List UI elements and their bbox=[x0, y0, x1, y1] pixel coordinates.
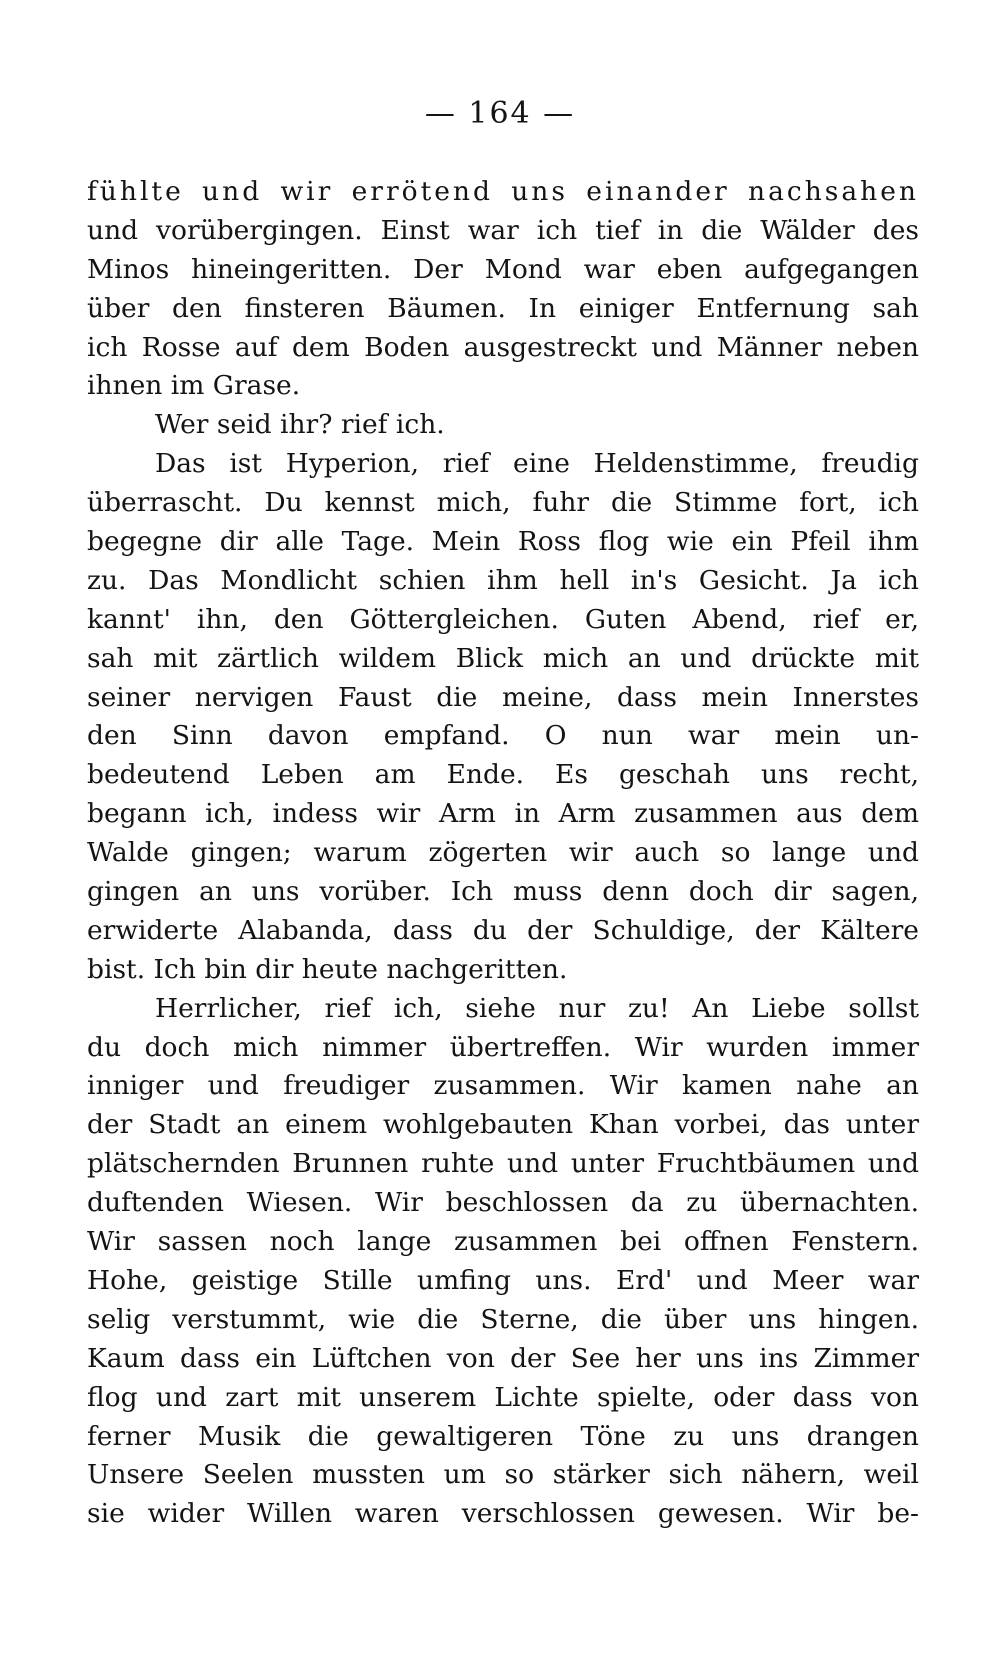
text-line: sah mit zärtlich wildem Blick mich an und drückte mit bbox=[87, 642, 919, 674]
text-line: begegne dir alle Tage. Mein Ross flog wie ein Pfeil ihm bbox=[87, 526, 919, 558]
text-line: Minos hineingeritten. Der Mond war eben aufgegangen bbox=[87, 253, 919, 285]
text-line: Herrlicher, rief ich, siehe nur zu! An Liebe sollst bbox=[155, 992, 919, 1024]
text-line: bedeutend Leben am Ende. Es geschah uns recht, bbox=[87, 759, 919, 791]
text-line: Walde gingen; warum zögerten wir auch so lange und bbox=[87, 837, 919, 869]
text-line: und vorübergingen. Einst war ich tief in die Wälder des bbox=[87, 214, 919, 246]
page-number: — 164 — bbox=[424, 96, 576, 131]
text-line: Hohe, geistige Stille umfing uns. Erd' und Meer war bbox=[87, 1264, 919, 1296]
text-line: seiner nervigen Faust die meine, dass mein Innerstes bbox=[87, 681, 919, 713]
text-line: begann ich, indess wir Arm in Arm zusammen aus dem bbox=[87, 798, 919, 830]
text-line: bist. Ich bin dir heute nachgeritten. bbox=[87, 953, 568, 985]
text-line: selig verstummt, wie die Sterne, die über uns hingen. bbox=[87, 1303, 919, 1335]
text-line: gingen an uns vorüber. Ich muss denn doch dir sagen, bbox=[87, 876, 919, 908]
text-line: den Sinn davon empfand. O nun war mein un- bbox=[87, 720, 919, 752]
body-text bbox=[87, 173, 919, 1534]
text-line: ferner Musik die gewaltigeren Töne zu uns drangen bbox=[87, 1420, 919, 1452]
text-line: überrascht. Du kennst mich, fuhr die Stimme fort, ich bbox=[87, 487, 919, 519]
text-line: Wer seid ihr? rief ich. bbox=[155, 409, 445, 441]
text-line: Das ist Hyperion, rief eine Heldenstimme, freudig bbox=[155, 448, 919, 480]
text-line: erwiderte Alabanda, dass du der Schuldige, der Kältere bbox=[87, 914, 919, 946]
text-line: Unsere Seelen mussten um so stärker sich nähern, weil bbox=[87, 1459, 919, 1491]
text-line: fühlte und wir errötend uns einander nachsahen bbox=[87, 176, 919, 207]
text-line: über den finsteren Bäumen. In einiger Entfernung sah bbox=[87, 292, 919, 324]
text-line: du doch mich nimmer übertreffen. Wir wurden immer bbox=[87, 1031, 919, 1063]
text-line: ihnen im Grase. bbox=[87, 370, 301, 402]
text-line: ich Rosse auf dem Boden ausgestreckt und Männer neben bbox=[87, 331, 919, 363]
text-line: kannt' ihn, den Göttergleichen. Guten Abend, rief er, bbox=[87, 603, 919, 635]
text-line: Wir sassen noch lange zusammen bei offnen Fenstern. bbox=[87, 1226, 919, 1258]
text-line: inniger und freudiger zusammen. Wir kamen nahe an bbox=[87, 1070, 919, 1102]
text-line: plätschernden Brunnen ruhte und unter Fruchtbäumen und bbox=[87, 1148, 919, 1180]
text-line: Kaum dass ein Lüftchen von der See her uns ins Zimmer bbox=[87, 1342, 919, 1374]
text-line: zu. Das Mondlicht schien ihm hell in's Gesicht. Ja ich bbox=[87, 564, 919, 596]
text-line: flog und zart mit unserem Lichte spielte, oder dass von bbox=[87, 1381, 919, 1413]
text-line: duftenden Wiesen. Wir beschlossen da zu übernachten. bbox=[87, 1187, 919, 1219]
text-line: der Stadt an einem wohlgebauten Khan vorbei, das unter bbox=[87, 1109, 919, 1141]
text-line: sie wider Willen waren verschlossen gewesen. Wir be- bbox=[87, 1498, 919, 1530]
